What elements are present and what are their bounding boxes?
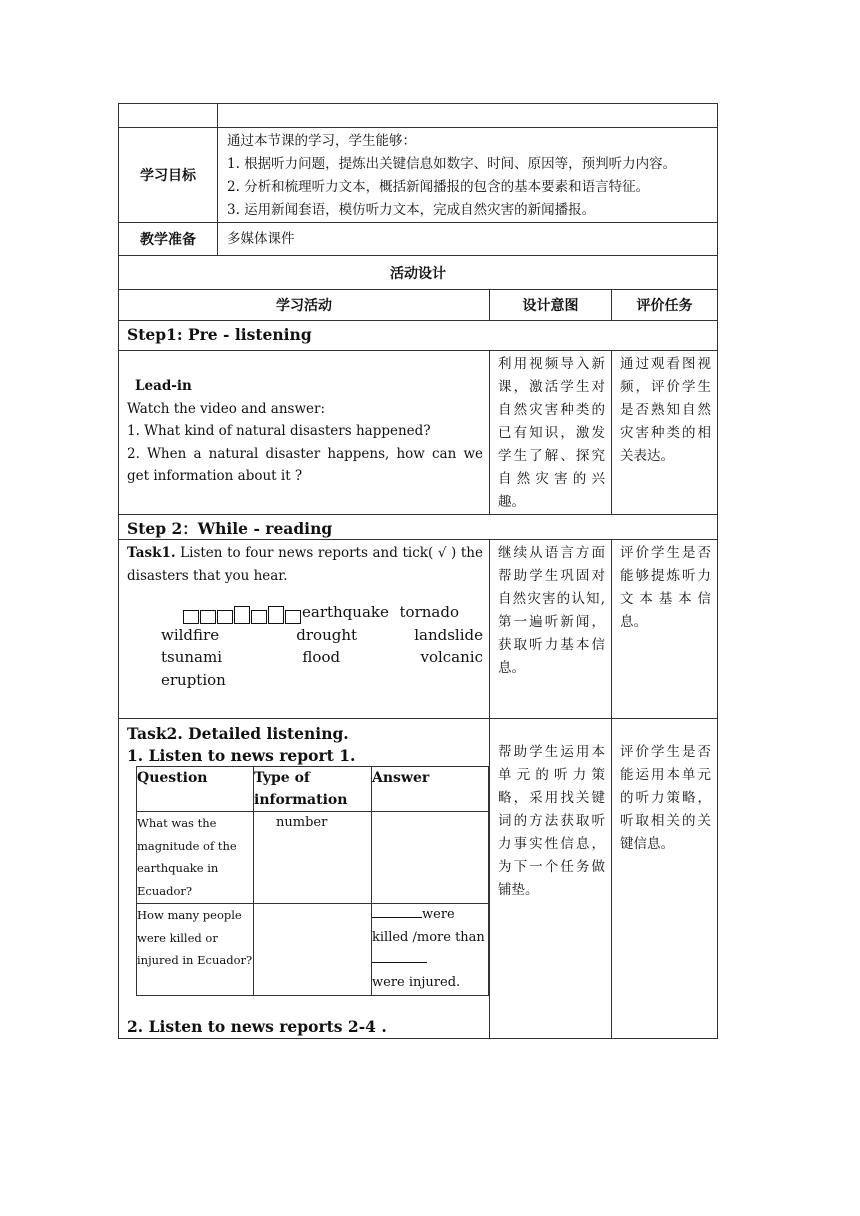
header-activity: 学习活动	[119, 290, 490, 321]
option-earthquake: earthquake	[302, 603, 389, 621]
answer-text-b: were injured.	[372, 974, 461, 990]
disaster-options	[127, 601, 483, 691]
option-tsunami: tsunami	[161, 648, 223, 666]
task1-label: Task1.	[127, 545, 176, 561]
step1-title-row	[119, 321, 718, 351]
task1-instruction	[127, 542, 483, 587]
objective-item-2: 2. 分析和梳理听力文本，概括新闻播报的包含的基本要素和语言特征。	[227, 179, 650, 195]
task2-row	[119, 719, 718, 1039]
lead-in-label: Lead-in	[135, 378, 192, 394]
checkbox-icon[interactable]	[217, 610, 233, 624]
type-cell: number	[254, 812, 372, 904]
option-drought: drought	[296, 625, 358, 644]
checkbox-icon[interactable]	[251, 610, 267, 624]
header-row	[119, 290, 718, 321]
objectives-row	[119, 128, 718, 223]
option-flood: flood	[302, 648, 341, 666]
table-row	[137, 812, 489, 904]
checkbox-icon[interactable]	[285, 610, 301, 624]
header-intent: 设计意图	[490, 290, 612, 321]
type-cell	[254, 904, 372, 996]
prep-value: 多媒体课件	[218, 223, 718, 256]
task2-title: Task2. Detailed listening.	[127, 724, 349, 743]
step1-intent: 利用视频导入新课，激活学生对自然灾害种类的已有知识，激发学生了解、探究自然灾害的兴趣。	[490, 351, 612, 515]
task2-activity	[119, 719, 490, 1039]
objective-item-3: 3. 运用新闻套语，模仿听力文本，完成自然灾害的新闻播报。	[227, 202, 596, 218]
answer-blank[interactable]	[372, 916, 422, 918]
step1-title: Step1: Pre - listening	[119, 321, 718, 351]
checkbox-icon[interactable]	[234, 606, 250, 624]
step1-eval: 通过观看图视频，评价学生是否熟知自然灾害种类的相关表达。	[612, 351, 718, 515]
empty-cell-right	[218, 104, 718, 128]
detail-header-type: Type of information	[254, 767, 372, 812]
option-landslide: landslide	[414, 625, 483, 644]
task1-eval: 评价学生是否能够提炼听力文本基本信息。	[612, 540, 718, 719]
checkbox-icon[interactable]	[200, 610, 216, 624]
checkbox-icon[interactable]	[268, 606, 284, 624]
detail-header-answer: Answer	[372, 767, 489, 812]
objective-item-1: 1. 根据听力问题，提炼出关键信息如数字、时间、原因等，预判听力内容。	[227, 156, 677, 172]
answer-text-a: were killed /more than	[372, 907, 485, 945]
answer-cell[interactable]	[372, 812, 489, 904]
detail-header-row	[137, 767, 489, 812]
objectives-label: 学习目标	[119, 128, 218, 223]
lesson-plan-table	[118, 103, 718, 1039]
step1-question-2: 2. When a natural disaster happens, how can we get information about it ?	[127, 445, 483, 484]
question-cell: What was the magnitude of the earthquake in Ecuador?	[137, 812, 254, 904]
prep-row	[119, 223, 718, 256]
task1-row	[119, 540, 718, 719]
design-title: 活动设计	[119, 256, 718, 290]
header-eval: 评价任务	[612, 290, 718, 321]
task2-eval: 评价学生是否能运用本单元的听力策略，听取相关的关键信息。	[612, 719, 718, 1039]
step1-body-row	[119, 351, 718, 515]
option-wildfire: wildfire	[161, 625, 220, 644]
checkbox-icon[interactable]	[183, 610, 199, 624]
task2-sub1: 1. Listen to news report 1.	[127, 746, 356, 765]
step1-instruction: Watch the video and answer:	[127, 400, 326, 417]
objectives-intro: 通过本节课的学习，学生能够：	[227, 133, 416, 149]
detail-table	[136, 766, 489, 996]
prep-label: 教学准备	[119, 223, 218, 256]
task2-intent: 帮助学生运用本单元的听力策略，采用找关键词的方法获取听力事实性信息，为下一个任务做铺垫。	[490, 719, 612, 1039]
answer-cell[interactable]	[372, 904, 489, 996]
empty-row	[119, 104, 718, 128]
option-tornado: tornado	[399, 603, 459, 621]
task2-sub2: 2. Listen to news reports 2-4 .	[127, 1017, 387, 1036]
task1-text: Listen to four news reports and tick( √ ) the disasters that you hear.	[127, 545, 483, 584]
detail-header-question: Question	[137, 767, 254, 812]
tick-boxes[interactable]	[183, 601, 302, 624]
option-eruption: eruption	[161, 670, 226, 689]
table-row	[137, 904, 489, 996]
step2-title-row	[119, 515, 718, 540]
objectives-content	[218, 128, 718, 223]
answer-blank[interactable]	[372, 961, 427, 963]
design-title-row	[119, 256, 718, 290]
option-volcanic: volcanic	[420, 648, 483, 666]
empty-cell-left	[119, 104, 218, 128]
task1-activity	[119, 540, 490, 719]
step1-question-1: 1. What kind of natural disasters happened?	[127, 423, 431, 439]
step1-activity	[119, 351, 490, 515]
task1-intent: 继续从语言方面帮助学生巩固对自然灾害的认知,第一遍听新闻，获取听力基本信息。	[490, 540, 612, 719]
question-cell: How many people were killed or injured in Ecuador?	[137, 904, 254, 996]
lesson-plan	[118, 103, 717, 1039]
step2-title: Step 2：While - reading	[119, 515, 718, 540]
